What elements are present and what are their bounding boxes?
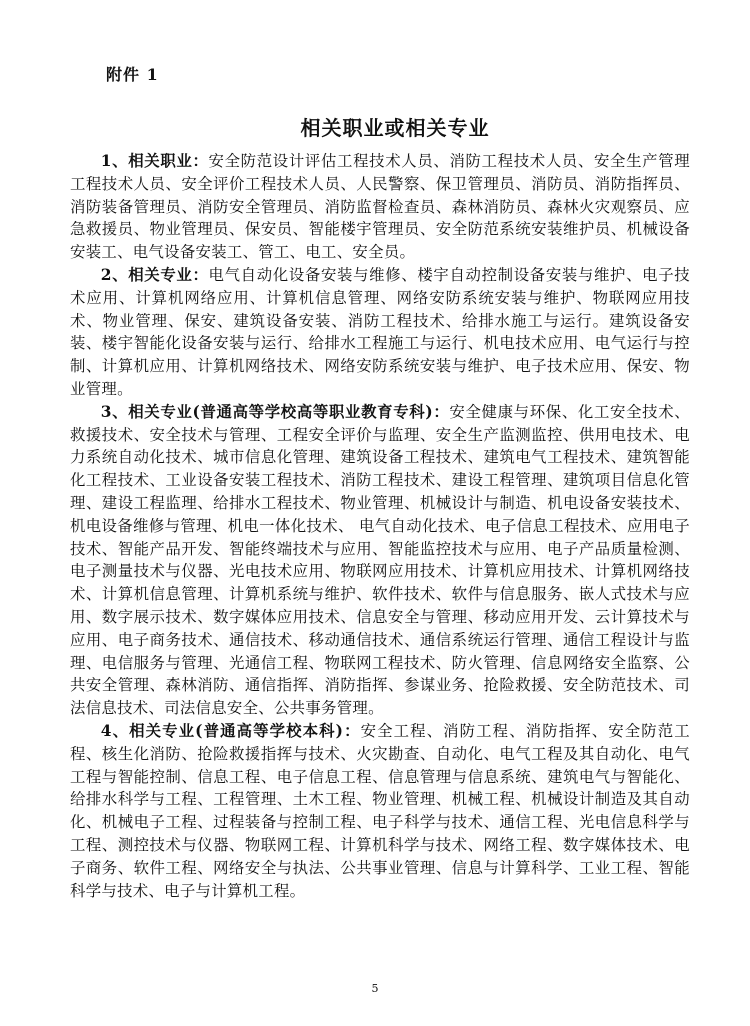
section-heading: 4、相关专业(普通高等学校本科)： — [100, 721, 361, 740]
section-text: 电气自动化设备安装与维修、楼宇自动控制设备安装与维护、电子技术应用、计算机网络应用、计算机信息管理、网络安防系统安装与维护、物联网应用技术、物业管理、保安、建筑设备安装、消防工程技术、给排水施工与运行。建筑设备安装、楼宇智能化设备安装与运行、给排水工程施工与运行、机电技术应用、电气运行与控制、计算机应用、计算机网络技术、网络安防系统安装与维护、电子技术应用、保安、物业管理。 — [70, 265, 690, 398]
page-title: 相关职业或相关专业 — [300, 116, 490, 140]
document-body — [70, 150, 690, 902]
section-related-majors-vocational — [70, 401, 690, 720]
section-heading: 1、相关职业： — [100, 152, 209, 170]
section-heading: 2、相关专业： — [100, 265, 209, 284]
section-text: 安全工程、消防工程、消防指挥、安全防范工程、核生化消防、抢险救援指挥与技术、火灾勘查、自动化、电气工程及其自动化、电气工程与智能控制、信息工程、电子信息工程、信息管理与信息系统、建筑电气与智能化、给排水科学与工程、工程管理、土木工程、物业管理、机械工程、机械设计制造及其自动化、机械电子工程、过程装备与控制工程、电子科学与技术、通信工程、光电信息科学与工程、测控技术与仪器、物联网工程、计算机科学与技术、网络工程、数字媒体技术、电子商务、软件工程、网络安全与执法、公共事业管理、信息与计算科学、工业工程、智能科学与技术、电子与计算机工程。 — [70, 721, 690, 900]
section-text: 安全防范设计评估工程技术人员、消防工程技术人员、安全生产管理工程技术人员、安全评价工程技术人员、人民警察、保卫管理员、消防员、消防指挥员、消防装备管理员、消防安全管理员、消防监督检查员、森林消防员、森林火灾观察员、应急救援员、物业管理员、保安员、智能楼宇管理员、安全防范系统安装维护员、机械设备安装工、电气设备安装工、管工、电工、安全员。 — [70, 152, 690, 262]
page-number: 5 — [371, 982, 379, 995]
section-text: 安全健康与环保、化工安全技术、救援技术、安全技术与管理、工程安全评价与监理、安全生产监测监控、供用电技术、电力系统自动化技术、城市信息化管理、建筑设备工程技术、建筑电气工程技术、建筑智能化工程技术、工业设备安装工程技术、消防工程技术、建设工程管理、建筑项目信息化管理、建设工程监理、给排水工程技术、物业管理、机械设计与制造、机电设备安装技术、机电设备维修与管理、机电一体化技术、 电气自动化技术、电子信息工程技术、应用电子技术、智能产品开发、智能终端技术与应用、智能监控技术与应用、电子产品质量检测、电子测量技术与仪器、光电技术应用、物联网应用技术、计算机应用技术、计算机网络技术、计算机信息管理、计算机系统与维护、软件技术、软件与信息服务、嵌人式技术与应用、数字展示技术、数字媒体应用技术、信息安全与管理、移动应用开发、云计算技术与应用、电子商务技术、通信技术、移动通信技术、通信系统运行管理、通信工程设计与监理、电信服务与管理、光通信工程、物联网工程技术、防火管理、信息网络安全监察、公共安全管理、森林消防、通信指挥、消防指挥、参谋业务、抢险救援、安全防范技术、司法信息技术、司法信息安全、公共事务管理。 — [70, 402, 690, 718]
section-related-majors-secondary — [70, 264, 690, 401]
section-heading: 3、相关专业(普通高等学校高等职业教育专科)： — [100, 402, 450, 421]
section-related-majors-undergraduate — [70, 720, 690, 902]
attachment-label: 附件 1 — [106, 65, 159, 84]
section-related-occupations — [70, 150, 690, 264]
